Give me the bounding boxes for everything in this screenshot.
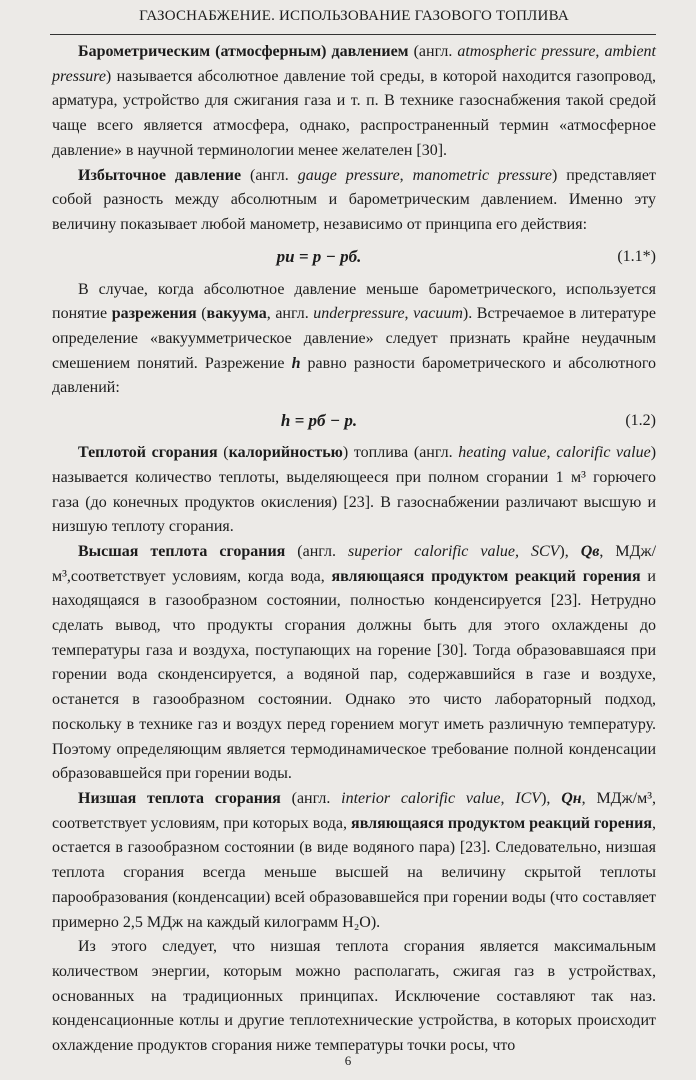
english-term: calorific value (556, 444, 651, 462)
english-term: interior calorific value, ICV (341, 789, 542, 807)
paragraph-gauge-pressure (52, 164, 656, 238)
english-term: atmospheric pressure (457, 43, 596, 60)
text: ) называется абсолютное давление той среды, в которой находится газопровод, арматура, устройство для сжигания газа и т. п. В технике газоснабжения такой средой чаще всего является атмосфера, однако, распространенный термин «атмосферное давление» в научной терминологии менее желателен [30]. (52, 67, 656, 159)
running-header: ГАЗОСНАБЖЕНИЕ. ИСПОЛЬЗОВАНИЕ ГАЗОВОГО ТОПЛИВА (139, 8, 569, 24)
text: , (404, 305, 414, 323)
formula-1-2 (52, 401, 656, 441)
english-term: gauge pressure (297, 166, 400, 184)
page-body (52, 40, 656, 1059)
text: , англ. (266, 305, 314, 323)
text: равно разности барометрического и абсолютного давлений: (52, 354, 656, 397)
formula-expression: pи = p − pб. (276, 247, 362, 267)
formula-number: (1.1*) (617, 248, 656, 266)
text: , МДж/м³,соответствует условиям, когда вода, (52, 542, 657, 585)
paragraph-barometric-pressure (52, 40, 656, 164)
emphasis: являющаяся продуктом реакций горения (351, 814, 652, 832)
paragraph-vacuum (52, 278, 656, 402)
text: ( (217, 444, 229, 462)
page-number: 6 (344, 1053, 352, 1068)
english-term: superior calorific value, SCV (347, 542, 560, 560)
text: (англ. (241, 166, 298, 184)
term: Высшая теплота сгорания (78, 542, 286, 560)
text: , (399, 166, 413, 184)
term: разрежения (111, 305, 197, 323)
term: Низшая теплота сгорания (78, 789, 281, 807)
text: (англ. (280, 789, 342, 807)
term: вакуума (206, 305, 267, 323)
symbol: Qн (561, 789, 582, 807)
text: , (546, 444, 557, 462)
text: (англ. (408, 43, 458, 60)
term: калорийностью (228, 444, 343, 462)
paragraph-interior-value (52, 787, 656, 935)
text: и находящаяся в газообразном состоянии, полностью конденсируется [23]. Нетрудно сделать вывод, что продукты сгорания должны быть для этого охлаждены до температуры газа и воздуха, поступающих на горение [30]. Тогда образовавшаяся при горении вода сконденсируется, а водяной пар, содержавшийся в газе и воздухе, останется в газообразном состоянии. Однако это чисто лабораторный подход, поскольку в технике газ и воздух перед горением могут иметь различную температуру. Поэтому определяющим является термодинамическое требование полной конденсации образовавшейся при горении воды. (52, 567, 656, 783)
english-term: underpressure (313, 305, 405, 323)
text: ) представляет собой разность между абсолютным и барометрическим давлением. Именно эту величину показывает любой манометр, независимо от принципа его действия: (52, 166, 657, 233)
english-term: manometric pressure (412, 166, 552, 184)
text: , остается в газообразном состоянии (в виде водяного пара) [23]. Следовательно, низшая теплота сгорания всегда меньше высшей на величину скрытой теплоты парообразования (конденсации) всей образовавшейся при горении воды (что составляет примерно 2,5 МДж на каждый килограмм H₂O). (52, 814, 656, 931)
text: ) топлива (англ. (342, 444, 459, 462)
text: ) называется количество теплоты, выделяющееся при полном сгорании 1 м³ горючего газа (до конечных продуктов окисления) [23]. В газоснабжении различают высшую и низшую теплоту сгорания. (52, 444, 657, 536)
term: Теплотой сгорания (78, 444, 218, 462)
english-term: heating value (458, 444, 547, 462)
term: Барометрическим (атмосферным) давлением (78, 43, 409, 60)
header-rule (50, 34, 656, 35)
term: Избыточное давление (78, 166, 242, 184)
formula-number: (1.2) (625, 411, 656, 429)
text: , МДж/м³, соответствует условиям, при которых вода, (52, 789, 657, 832)
text: , (595, 43, 605, 60)
paragraph-superior-value (52, 540, 656, 787)
paragraph-conclusion: Из этого следует, что низшая теплота сгорания является максимальным количеством энергии, которым можно располагать, сжигая газ в устройствах, основанных на традиционных принципах. Исключение составляют так наз. конденсационные котлы и другие теплотехнические устройства, в которых происходит охлаждение продуктов сгорания ниже температуры точки росы, что (52, 938, 656, 1055)
formula-expression: h = pб − p. (280, 410, 358, 430)
text: В случае, когда абсолютное давление меньше барометрического, используется понятие (52, 280, 656, 323)
text: ), (559, 542, 581, 560)
english-term: vacuum (413, 305, 463, 323)
text: (англ. (285, 542, 348, 560)
text: ). Встречаемое в литературе определение «вакуумметрическое давление» следует признать крайне неудачным смешением понятий. Разрежение (52, 305, 657, 372)
english-term: ambient pressure (52, 43, 656, 85)
formula-1-1 (52, 238, 656, 278)
variable: h (291, 354, 301, 372)
emphasis: являющаяся продуктом реакций горения (331, 567, 641, 585)
symbol: Qв (580, 542, 600, 560)
text: ( (196, 305, 207, 323)
paragraph-heating-value (52, 441, 656, 540)
text: ), (541, 789, 562, 807)
